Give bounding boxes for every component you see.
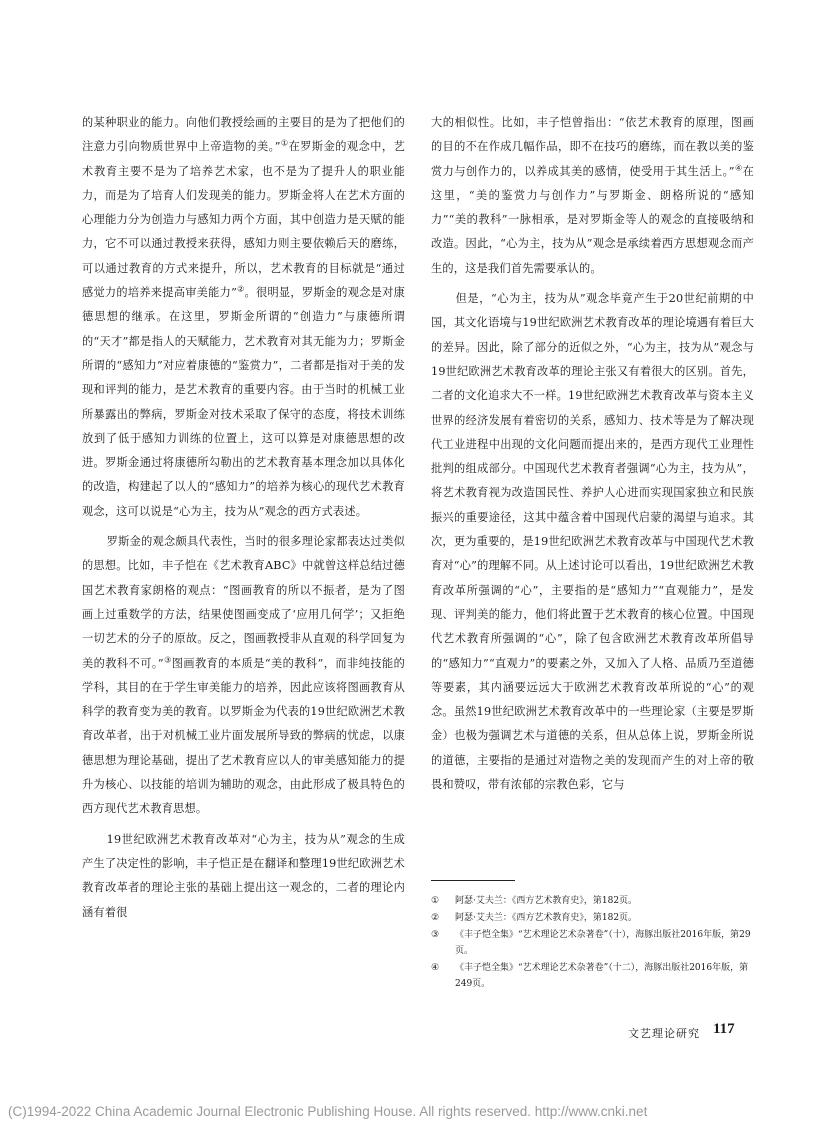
footnote-text: 《丰子恺全集》“艺术理论艺术杂著卷”（十），海豚出版社2016年版，第29页。 bbox=[455, 930, 751, 956]
footnote-mark: ④ bbox=[431, 963, 440, 973]
text-run: 罗斯金的观念颇具代表性，当时的很多理论家都表达过类似的思想。比如，丰子恺在《艺术教育ABC》中就曾这样总结过德国艺术教育家朗格的观点：“图画教育的所以不振者，是为了图画上过重数学的方法，结果使图画变成了‘应用几何学’；又拒绝一切艺术的分子的原故。反之，图画教授非从直观的科学回复为美的教科不可。” bbox=[82, 535, 405, 670]
paragraph bbox=[82, 111, 405, 524]
footnote-ref[interactable]: ③ bbox=[163, 654, 172, 664]
text-run: 图画教育的本质是“美的教科”，而非纯技能的学科，其目的在于学生审美能力的培养，因此应该将图画教育从科学的教育变为美的教育。以罗斯金为代表的19世纪欧洲艺术教育改革者，出于对机械工业片面发展所导致的弊病的忧虑，以康德思想为理论基础，提出了艺术教育应以人的审美感知能力的提升为核心、以技能的培训为辅助的观念，由此形成了极具特色的西方现代艺术教育思想。 bbox=[82, 656, 405, 816]
footnote-text: 阿瑟·艾夫兰：《西方艺术教育史》，第182页。 bbox=[455, 913, 638, 923]
text-run: 。很明显，罗斯金的观念是对康德思想的继承。在这里，罗斯金所谓的“创造力”与康德所谓的“天才”都是指人的天赋能力，艺术教育对其无能为力；罗斯金所谓的“感知力”对应着康德的“鉴赏力”，二者都是指对于美的发现和评判的能力，是艺术教育的重要内容。由于当时的机械工业所暴露出的弊病，罗斯金对技术采取了保守的态度，将技术训练放到了低于感知力训练的位置上，这可以算是对康德思想的改进。罗斯金通过将康德所勾勒出的艺术教育基本理念加以具体化的改造，构建起了以人的“感知力”的培养为核心的现代艺术教育观念，这可以说是“心为主，技为从”观念的西方式表述。 bbox=[82, 286, 405, 518]
footnote-ref[interactable]: ① bbox=[280, 138, 289, 148]
footnote-mark: ① bbox=[431, 896, 440, 906]
text-run: 的某种职业的能力。向他们教授绘画的主要目的是为了把他们的注意力引向物质世界中上帝造物的美。” bbox=[82, 116, 405, 154]
copyright-notice: (C)1994-2022 China Academic Journal Electronic Publishing House. All rights reserved. http://www.cnki.net bbox=[8, 1104, 648, 1119]
paragraph bbox=[82, 828, 405, 925]
paragraph bbox=[431, 111, 754, 281]
footnote-divider bbox=[431, 880, 515, 881]
footnote bbox=[431, 893, 756, 909]
footnote-text: 《丰子恺全集》“艺术理论艺术杂著卷”（十二），海豚出版社2016年版，第249页。 bbox=[455, 963, 749, 989]
footnote bbox=[431, 910, 756, 926]
right-column bbox=[431, 111, 754, 797]
footnote-text: 阿瑟·艾夫兰：《西方艺术教育史》，第182页。 bbox=[455, 896, 638, 906]
footnotes bbox=[431, 893, 756, 993]
text-run: 大的相似性。比如，丰子恺曾指出：“依艺术教育的原理，图画的目的不在作成几幅作品，即不在技巧的磨练，而在教以美的鉴赏力与创作力的，以养成其美的感情，使受用于其生活上。” bbox=[431, 116, 754, 178]
page-number: 117 bbox=[713, 1021, 735, 1037]
text-run: 19世纪欧洲艺术教育改革对“心为主，技为从”观念的生成产生了决定性的影响，丰子恺正是在翻译和整理19世纪欧洲艺术教育改革者的理论主张的基础上提出这一观念的，二者的理论内涵有着很 bbox=[82, 832, 405, 919]
footnote bbox=[431, 927, 756, 959]
footnote-mark: ② bbox=[431, 913, 440, 923]
footnote bbox=[431, 960, 756, 992]
text-run: 在罗斯金的观念中，艺术教育主要不是为了培养艺术家，也不是为了提升人的职业能力，而是为了培育人们发现美的能力。罗斯金将人在艺术方面的心理能力分为创造力与感知力两个方面，其中创造力是天赋的能力，它不可以通过教授来获得，感知力则主要依赖后天的磨练，可以通过教育的方式来提升，所以，艺术教育的目标就是“通过感觉力的培养来提高审美能力” bbox=[82, 140, 405, 300]
paragraph bbox=[431, 287, 754, 797]
left-column bbox=[82, 111, 405, 925]
paragraph bbox=[82, 530, 405, 822]
footnote-mark: ③ bbox=[431, 930, 440, 940]
footnote-ref[interactable]: ④ bbox=[734, 162, 743, 172]
footnote-ref[interactable]: ② bbox=[237, 284, 245, 294]
journal-name: 文艺理论研究 bbox=[628, 1027, 700, 1040]
text-run: 在这里，“美的鉴赏力与创作力”与罗斯金、朗格所说的“感知力”“美的教科”一脉相承，是对罗斯金等人的观念的直接吸纳和改造。因此，“心为主，技为从”观念是承续着西方思想观念而产生的，这是我们首先需要承认的。 bbox=[431, 164, 754, 275]
text-run: 但是，“心为主，技为从”观念毕竟产生于20世纪前期的中国，其文化语境与19世纪欧洲艺术教育改革的理论境遇有着巨大的差异。因此，除了部分的近似之外，“心为主，技为从”观念与19世纪欧洲艺术教育改革的理论主张又有着很大的区别。首先，二者的文化追求大不一样。19世纪欧洲艺术教育改革与资本主义世界的经济发展有着密切的关系，感知力、技术等是为了解决现代工业进程中出现的文化问题而提出来的，是西方现代工业理性批判的组成部分。中国现代艺术教育者强调“心为主，技为从”，将艺术教育视为改造国民性、养护人心进而实现国家独立和民族振兴的重要途径，这其中蕴含着中国现代启蒙的渴望与追求。其次，更为重要的，是19世纪欧洲艺术教育改革与中国现代艺术教育对“心”的理解不同。从上述讨论可以看出，19世纪欧洲艺术教育改革所强调的“心”，主要指的是“感知力”“直观能力”，是发现、评判美的能力，他们将此置于艺术教育的核心位置。中国现代艺术教育所强调的“心”，除了包含欧洲艺术教育改革所倡导的“感知力”“直观力”的要素之外，又加入了人格、品质乃至道德等要素，其内涵要远远大于欧洲艺术教育改革所说的“心”的观念。虽然19世纪欧洲艺术教育改革中的一些理论家（主要是罗斯金）也极为强调艺术与道德的关系，但从总体上说，罗斯金所说的道德，主要指的是通过对造物之美的发现而产生的对上帝的敬畏和赞叹，带有浓郁的宗教色彩，它与 bbox=[431, 292, 754, 792]
